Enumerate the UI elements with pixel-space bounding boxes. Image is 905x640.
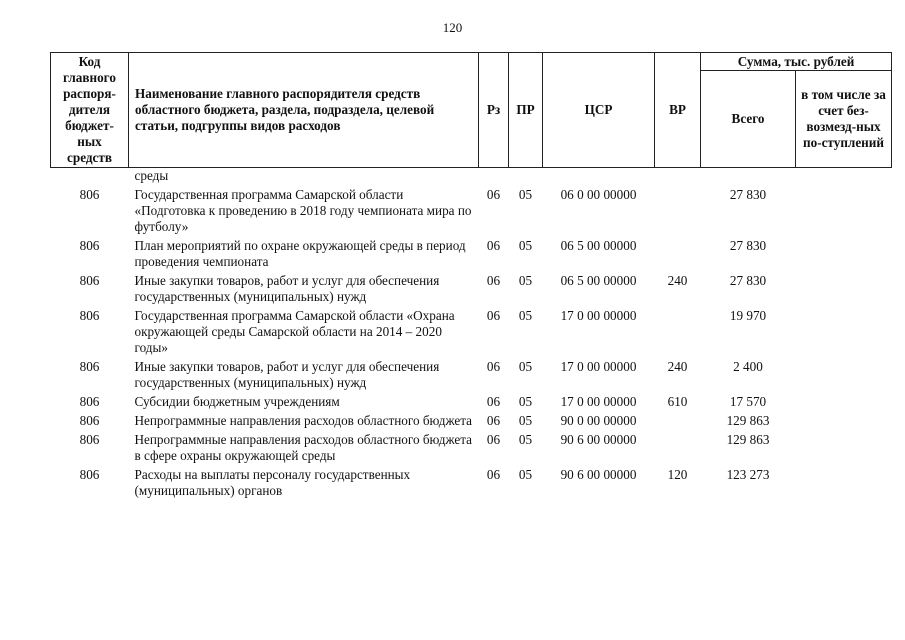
- cell-free: [796, 235, 892, 270]
- cell-rz: 06: [486, 467, 501, 482]
- cell-vr: [655, 410, 701, 429]
- cell-free: [796, 270, 892, 305]
- cell-code: 806: [79, 187, 100, 202]
- cell-csr: 90 0 00 00000: [560, 413, 637, 428]
- table-header: [51, 53, 892, 168]
- cell-free: [796, 410, 892, 429]
- cell-name: Непрограммные направления расходов областного бюджета в сфере охраны окружающей среды: [134, 432, 473, 463]
- header-name: Наименование главного распорядителя средств областного бюджета, раздела, подраздела, целевой статьи, подгруппы видов расходов: [129, 53, 479, 168]
- cell-total: 27 830: [729, 187, 767, 202]
- cell-code: 806: [79, 413, 100, 428]
- continuation-row: [51, 168, 892, 185]
- table-body: [51, 168, 892, 500]
- cell-vr: [655, 184, 701, 235]
- cell-vr: [655, 305, 701, 356]
- cell-csr: 17 0 00 00000: [560, 359, 637, 374]
- cell-csr: 90 6 00 00000: [560, 467, 637, 482]
- cell-code: 806: [79, 432, 100, 447]
- table-row: [51, 356, 892, 391]
- cell-free: [796, 429, 892, 464]
- cell-rz: 06: [486, 273, 501, 288]
- cell-total: 27 830: [729, 273, 767, 288]
- cell-rz: 06: [486, 413, 501, 428]
- header-code: Код главного распоря-дителя бюджет-ных средств: [51, 53, 129, 168]
- cell-name: Иные закупки товаров, работ и услуг для обеспечения государственных (муниципальных) нужд: [134, 359, 440, 390]
- table-row: [51, 464, 892, 499]
- cell-code: 806: [79, 238, 100, 253]
- budget-table: [50, 52, 892, 499]
- cell-free: [796, 356, 892, 391]
- cell-total: 19 970: [729, 308, 767, 323]
- cell-csr: 06 0 00 00000: [560, 187, 637, 202]
- cell-pr: 05: [518, 432, 533, 447]
- table-row: [51, 184, 892, 235]
- cell-code: 806: [79, 308, 100, 323]
- table-row: [51, 391, 892, 410]
- cell-rz: 06: [486, 359, 501, 374]
- cell-name: Непрограммные направления расходов областного бюджета: [134, 413, 473, 428]
- cell-name: Государственная программа Самарской области «Подготовка к проведению в 2018 году чемпионата мира по футболу»: [134, 187, 472, 234]
- table-row: [51, 429, 892, 464]
- cell-total: 129 863: [726, 413, 770, 428]
- cell-vr: 240: [667, 273, 688, 288]
- cell-vr: 610: [667, 394, 688, 409]
- cell-name: План мероприятий по охране окружающей среды в период проведения чемпионата: [134, 238, 466, 269]
- header-pr: ПР: [509, 53, 543, 168]
- cell-code: 806: [79, 273, 100, 288]
- cell-name: Расходы на выплаты персоналу государственных (муниципальных) органов: [134, 467, 411, 498]
- cell-total: 2 400: [733, 359, 763, 374]
- cell-code: 806: [79, 359, 100, 374]
- table-row: [51, 410, 892, 429]
- cell-total: 17 570: [729, 394, 767, 409]
- cell-csr: 06 5 00 00000: [560, 238, 637, 253]
- cell-csr: 06 5 00 00000: [560, 273, 637, 288]
- cell-name: Субсидии бюджетным учреждениям: [134, 394, 340, 409]
- cell-pr: 05: [518, 359, 533, 374]
- header-vr: ВР: [655, 53, 701, 168]
- cell-free: [796, 305, 892, 356]
- cell-rz: 06: [486, 308, 501, 323]
- cell-name: Иные закупки товаров, работ и услуг для обеспечения государственных (муниципальных) нужд: [134, 273, 440, 304]
- cell-total: 27 830: [729, 238, 767, 253]
- header-total: Всего: [701, 71, 796, 168]
- cell-total: 129 863: [726, 432, 770, 447]
- header-csr: ЦСР: [543, 53, 655, 168]
- table-row: [51, 305, 892, 356]
- cell-free: [796, 391, 892, 410]
- cell-pr: 05: [518, 308, 533, 323]
- header-rz: Рз: [479, 53, 509, 168]
- cell-free: [796, 184, 892, 235]
- table-row: [51, 270, 892, 305]
- cell-pr: 05: [518, 394, 533, 409]
- cell-vr: [655, 235, 701, 270]
- cell-pr: 05: [518, 273, 533, 288]
- cell-csr: 17 0 00 00000: [560, 394, 637, 409]
- cell-csr: 17 0 00 00000: [560, 308, 637, 323]
- cell-vr: 240: [667, 359, 688, 374]
- cell-rz: 06: [486, 187, 501, 202]
- table-row: [51, 235, 892, 270]
- cell-pr: 05: [518, 238, 533, 253]
- cell-total: 123 273: [726, 467, 770, 482]
- page-number: 120: [442, 20, 463, 35]
- continuation-text: среды: [134, 168, 169, 183]
- cell-vr: [655, 429, 701, 464]
- cell-vr: 120: [667, 467, 688, 482]
- cell-csr: 90 6 00 00000: [560, 432, 637, 447]
- cell-name: Государственная программа Самарской области «Охрана окружающей среды Самарской области на 2014 – 2020 годы»: [134, 308, 455, 355]
- cell-rz: 06: [486, 238, 501, 253]
- header-free: в том числе за счет без-возмезд-ных по-ступлений: [796, 71, 892, 168]
- cell-pr: 05: [518, 413, 533, 428]
- cell-rz: 06: [486, 394, 501, 409]
- header-sum: Сумма, тыс. рублей: [701, 53, 892, 71]
- cell-code: 806: [79, 394, 100, 409]
- cell-pr: 05: [518, 467, 533, 482]
- cell-free: [796, 464, 892, 499]
- cell-pr: 05: [518, 187, 533, 202]
- cell-code: 806: [79, 467, 100, 482]
- cell-rz: 06: [486, 432, 501, 447]
